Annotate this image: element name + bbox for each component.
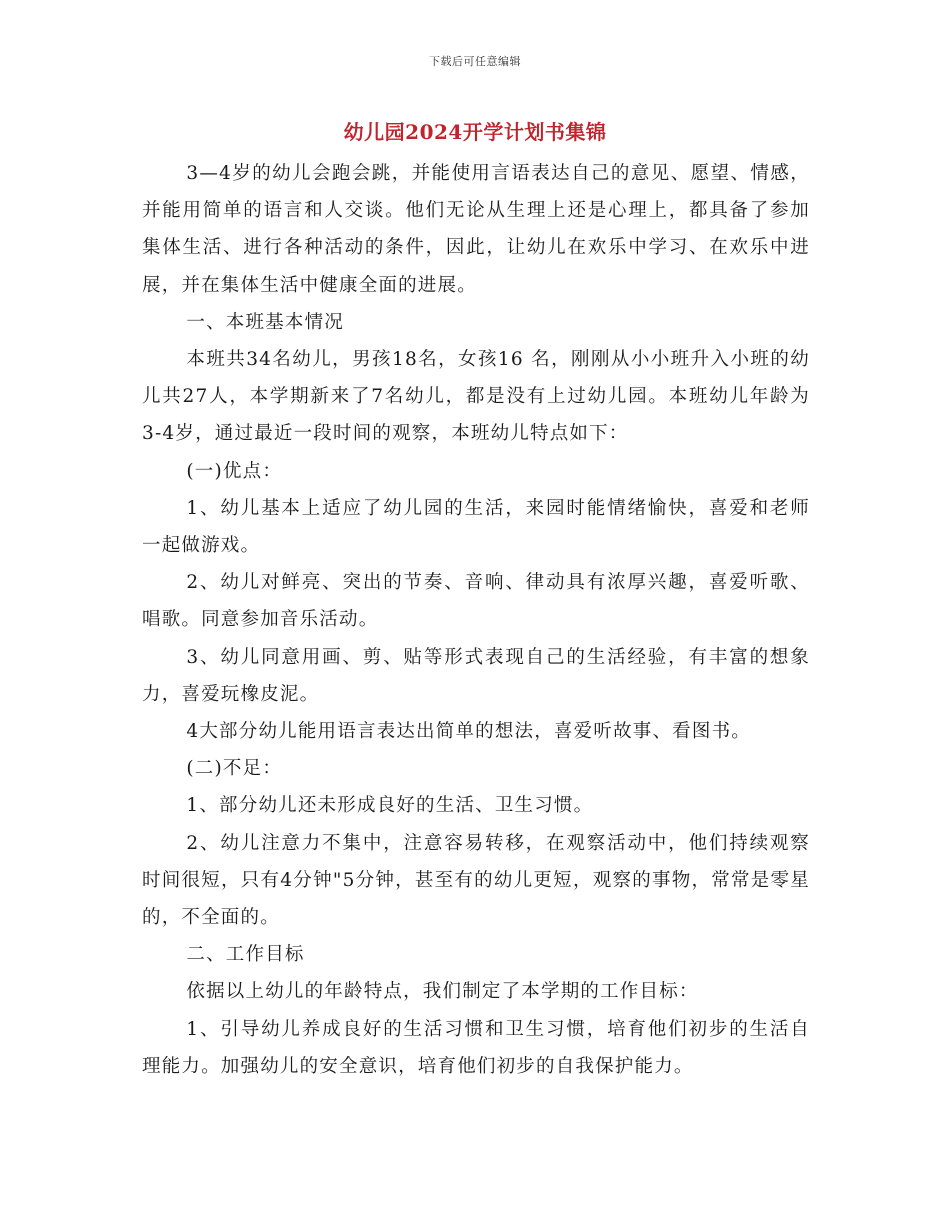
- strength-item-4: 4大部分幼儿能用语言表达出简单的想法，喜爱听故事、看图书。: [186, 721, 751, 743]
- class-info-paragraph: 本班共34名幼儿，男孩18名，女孩16 名，刚刚从小小班升入小班的幼儿共27人，本学期新来了7名幼儿，都是没有上过幼儿园。本班幼儿年龄为3-4岁，通过最近一段时间的观察，本班幼儿特点如下：: [142, 349, 810, 445]
- subheading-strengths: (一)优点：: [186, 460, 283, 482]
- document-title: 幼儿园2024开学计划书集锦: [343, 120, 607, 144]
- strength-item-1: 1、幼儿基本上适应了幼儿园的生活，来园时能情绪愉快，喜爱和老师一起做游戏。: [142, 497, 810, 557]
- page-header-note: 下载后可任意编辑: [429, 55, 521, 68]
- strength-item-3: 3、幼儿同意用画、剪、贴等形式表现自己的生活经验，有丰富的想象力，喜爱玩橡皮泥。: [142, 646, 810, 705]
- weakness-item-2: 2、幼儿注意力不集中，注意容易转移，在观察活动中，他们持续观察时间很短，只有4分钟"5分钟，甚至有的幼儿更短，观察的事物，常常是零星的，不全面的。: [142, 832, 810, 929]
- goal-item-1: 1、引导幼儿养成良好的生活习惯和卫生习惯，培育他们初步的生活自理能力。加强幼儿的安全意识，培育他们初步的自我保护能力。: [142, 1018, 810, 1077]
- document-body: [142, 155, 810, 1085]
- intro-paragraph: 3—4岁的幼儿会跑会跳，并能使用言语表达自己的意见、愿望、情感，并能用简单的语言和人交谈。他们无论从生理上还是心理上，都具备了参加集体生活、进行各种活动的条件，因此，让幼儿在欢乐中学习、在欢乐中进展，并在集体生活中健康全面的进展。: [142, 163, 810, 296]
- goals-intro-paragraph: 依据以上幼儿的年龄特点，我们制定了本学期的工作目标：: [186, 981, 699, 1003]
- weakness-item-1: 1、部分幼儿还未形成良好的生活、卫生习惯。: [186, 795, 594, 817]
- section-heading-class-info: 一、本班基本情况: [186, 311, 344, 333]
- section-heading-goals: 二、工作目标: [186, 944, 305, 966]
- subheading-weaknesses: (二)不足：: [186, 758, 283, 780]
- strength-item-2: 2、幼儿对鲜亮、突出的节奏、音响、律动具有浓厚兴趣，喜爱听歌、唱歌。同意参加音乐活动。: [142, 572, 810, 631]
